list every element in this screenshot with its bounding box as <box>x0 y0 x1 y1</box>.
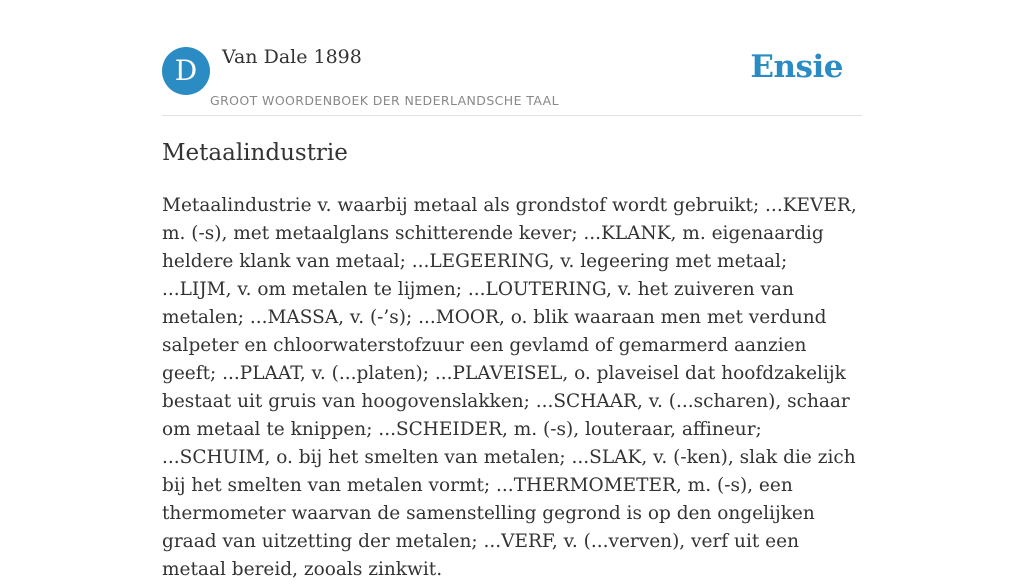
entry-definition: Metaalindustrie v. waarbij metaal als grondstof wordt gebruikt; ...KEVER, m. (-s), met metaalglans schitterende kever; ...KLANK, m. eigenaardig heldere klank van metaal; ...LEGEERING, v. legeering met metaal; ...LIJM, v. om metalen te lijmen; ...LOUTERING, v. het zuiveren van metalen; ...MASSA, v. (-’s); ...MOOR, o. blik waaraan men met verdund salpeter en chloorwaterstofzuur een gevlamd of gemarmerd aanzien geeft; ...PLAAT, v. (...platen); ...PLAVEISEL, o. plaveisel dat hoofdzakelijk bestaat uit gruis van hoogovenslakken; ...SCHAAR, v. (...scharen), schaar om metaal te knippen; ...SCHEIDER, m. (-s), louteraar, affineur; ...SCHUIM, o. bij het smelten van metalen; ...SLAK, v. (-ken), slak die zich bij het smelten van metalen vormt; ...THERMOMETER, m. (-s), een thermometer waarvan de samenstelling gegrond is op den ongelijken graad van uitzetting der metalen; ...VERF, v. (...verven), verf uit een metaal bereid, zooals zinkwit. <box>162 195 857 580</box>
brand-logo[interactable]: Ensie <box>750 49 843 85</box>
dictionary-header <box>162 0 862 116</box>
dictionary-subtitle: GROOT WOORDENBOEK DER NEDERLANDSCHE TAAL <box>210 93 559 108</box>
entry-headword: Metaalindustrie <box>162 140 348 166</box>
dictionary-avatar[interactable]: D <box>162 47 210 95</box>
dictionary-title[interactable]: Van Dale 1898 <box>222 46 362 68</box>
